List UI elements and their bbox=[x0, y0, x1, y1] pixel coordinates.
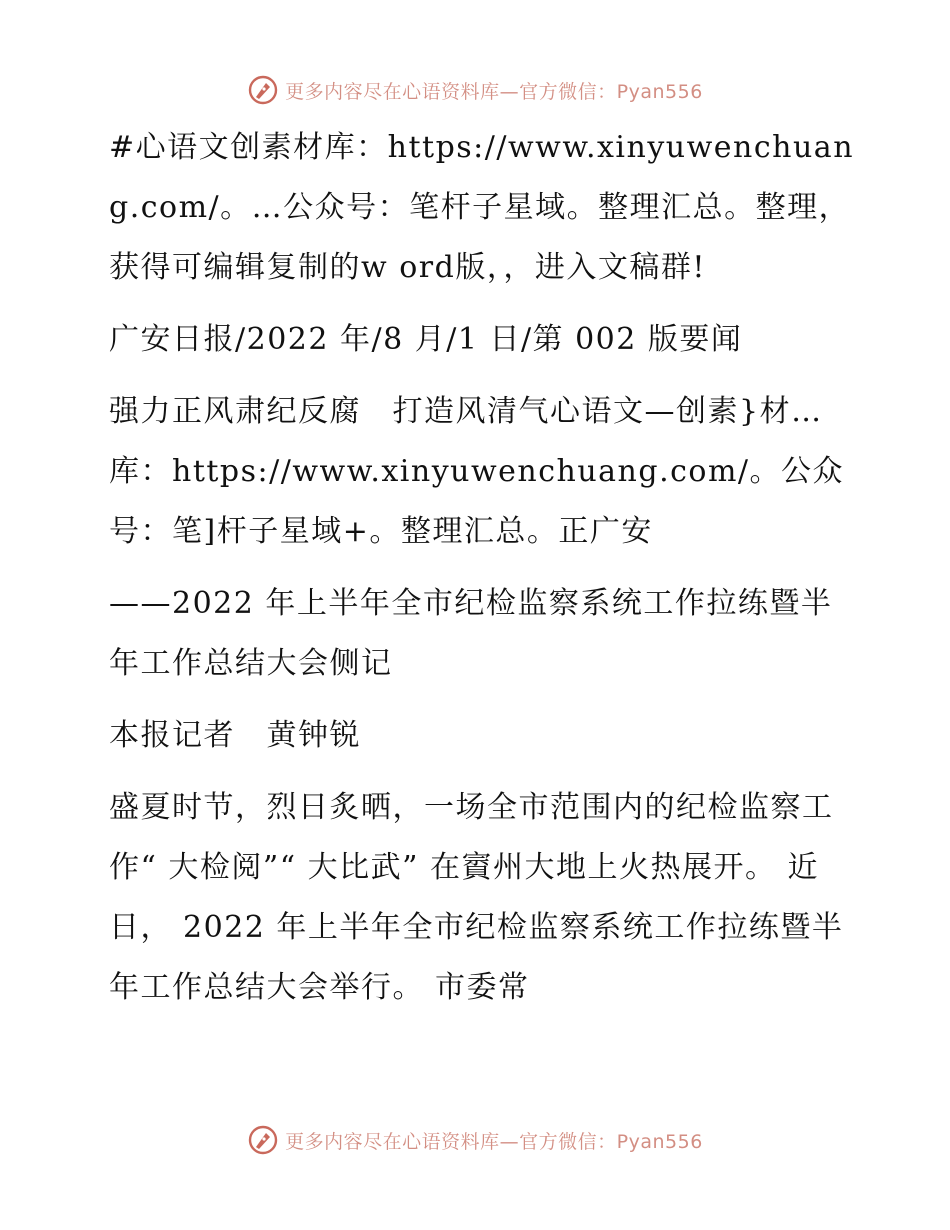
footer-watermark bbox=[0, 1120, 950, 1160]
article-subheadline: ——2022 年上半年全市纪检监察系统工作拉练暨半年工作总结大会侧记 bbox=[109, 586, 833, 681]
pen-nib-logo-icon bbox=[247, 1124, 279, 1156]
pen-nib-logo-icon bbox=[247, 74, 279, 106]
watermark-text: 更多内容尽在心语资料库—官方微信：Pyan556 bbox=[285, 1130, 703, 1153]
header-watermark bbox=[0, 70, 950, 110]
article-body-paragraph: 盛夏时节，烈日炙晒，一场全市范围内的纪检监察工作“ 大检阅”“ 大比武” 在賨州大地上火热展开。 近日， 2022 年上半年全市纪检监察系统工作拉练暨半年工作总结大会举行。 市委常 bbox=[109, 790, 844, 1005]
article-byline: 本报记者 黄钟锐 bbox=[109, 718, 361, 753]
article-headline: 强力正风肃纪反腐 打造风清气心语文—创素}材…库：https://www.xinyuwenchuang.com/。公众号：笔]杆子星域+。整理汇总。正广安 bbox=[109, 394, 845, 549]
source-note-paragraph: #心语文创素材库：https://www.xinyuwenchuang.com/。…公众号：笔杆子星域。整理汇总。整理，获得可编辑复制的w ord版，，进入文稿群! bbox=[109, 130, 855, 285]
document-body bbox=[97, 118, 857, 1030]
watermark-text: 更多内容尽在心语资料库—官方微信：Pyan556 bbox=[285, 80, 703, 103]
newspaper-dateline: 广安日报/2022 年/8 月/1 日/第 002 版要闻 bbox=[109, 322, 743, 357]
